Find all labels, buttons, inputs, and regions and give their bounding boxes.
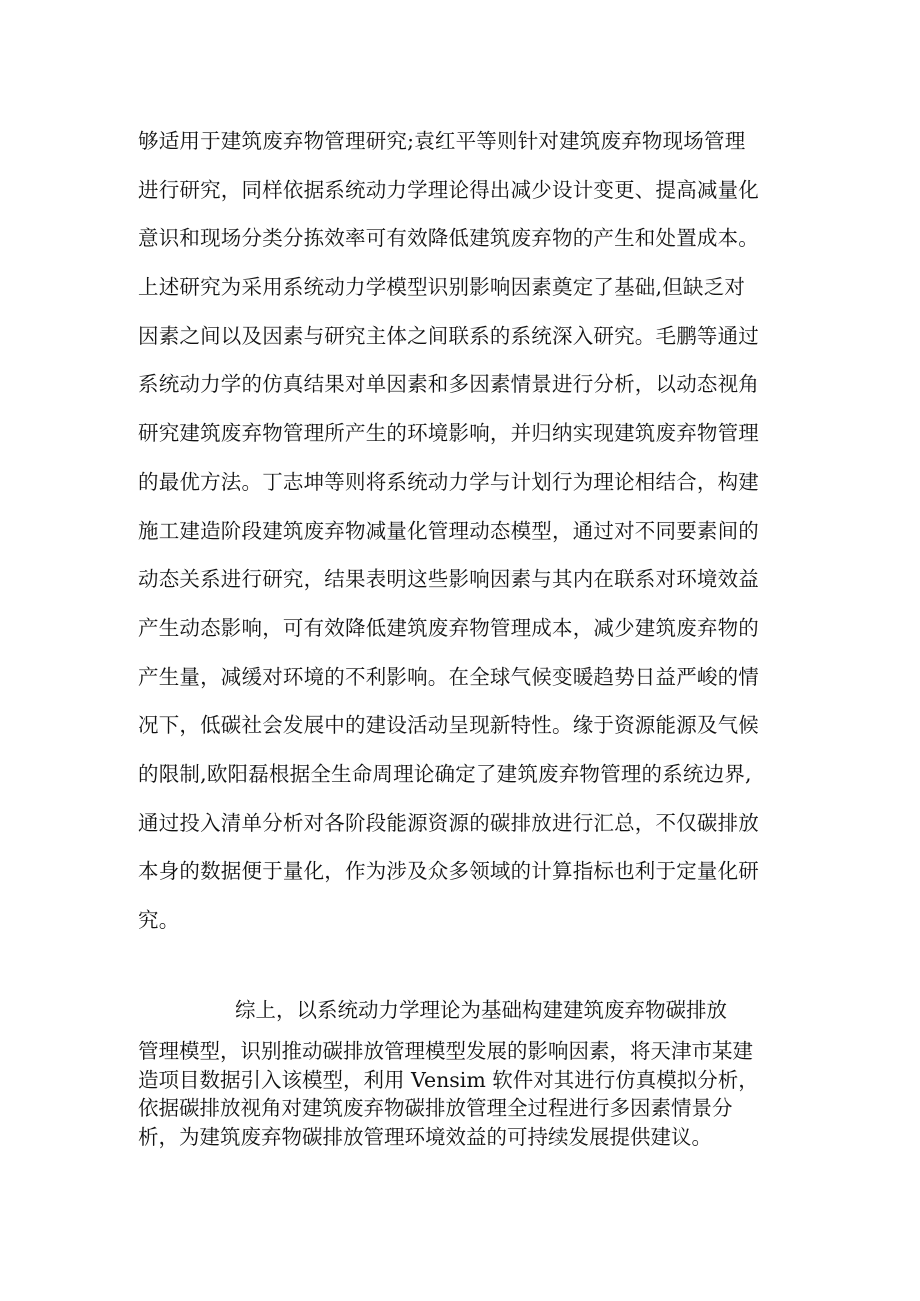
- text-line: 本身的数据便于量化，作为涉及众多领域的计算指标也利于定量化研: [138, 859, 759, 884]
- text-line: 施工建造阶段建筑废弃物减量化管理动态模型，通过对不同要素间的: [138, 518, 759, 543]
- paragraph-1: [138, 117, 798, 945]
- text-line: 产生量，减缓对环境的不利影响。在全球气候变暖趋势日益严峻的情: [138, 664, 759, 689]
- text-line: 依据碳排放视角对建筑废弃物碳排放管理全过程进行多因素情景分: [138, 1096, 733, 1120]
- text-line: 产生动态影响，可有效降低建筑废弃物管理成本，减少建筑废弃物的: [138, 615, 759, 640]
- text-line: 系统动力学的仿真结果对单因素和多因素情景进行分析，以动态视角: [138, 372, 759, 397]
- text-line: 进行研究，同样依据系统动力学理论得出减少设计变更、提高减量化: [138, 177, 759, 202]
- text-line: 究。: [138, 908, 180, 932]
- text-line: 的限制,欧阳磊根据全生命周理论确定了建筑废弃物管理的系统边界,: [138, 761, 752, 786]
- paragraph-2-first-line: 综上，以系统动力学理论为基础构建建筑废弃物碳排放: [235, 998, 727, 1022]
- text-line: 够适用于建筑废弃物管理研究;袁红平等则针对建筑废弃物现场管理: [138, 129, 746, 153]
- text-line: 造项目数据引入该模型，利用 Vensim 软件对其进行仿真模拟分析，: [138, 1067, 759, 1092]
- text-line: 管理模型，识别推动碳排放管理模型发展的影响因素，将天津市某建: [138, 1039, 753, 1063]
- text-line: 上述研究为采用系统动力学模型识别影响因素奠定了基础,但缺乏对: [138, 275, 746, 300]
- text-line: 研究建筑废弃物管理所产生的环境影响，并归纳实现建筑废弃物管理: [138, 421, 759, 446]
- text-line: 通过投入清单分析对各阶段能源资源的碳排放进行汇总，不仅碳排放: [138, 810, 759, 835]
- text-line: 析，为建筑废弃物碳排放管理环境效益的可持续发展提供建议。: [138, 1124, 712, 1149]
- text-line: 因素之间以及因素与研究主体之间联系的系统深入研究。毛鹏等通过: [138, 323, 759, 348]
- text-line: 的最优方法。丁志坤等则将系统动力学与计划行为理论相结合，构建: [138, 469, 759, 494]
- text-line: 动态关系进行研究，结果表明这些影响因素与其内在联系对环境效益: [138, 567, 759, 592]
- text-line: 况下，低碳社会发展中的建设活动呈现新特性。缘于资源能源及气候: [138, 713, 759, 738]
- paragraph-2: [138, 1037, 798, 1151]
- text-line: 意识和现场分类分拣效率可有效降低建筑废弃物的产生和处置成本。: [138, 226, 759, 251]
